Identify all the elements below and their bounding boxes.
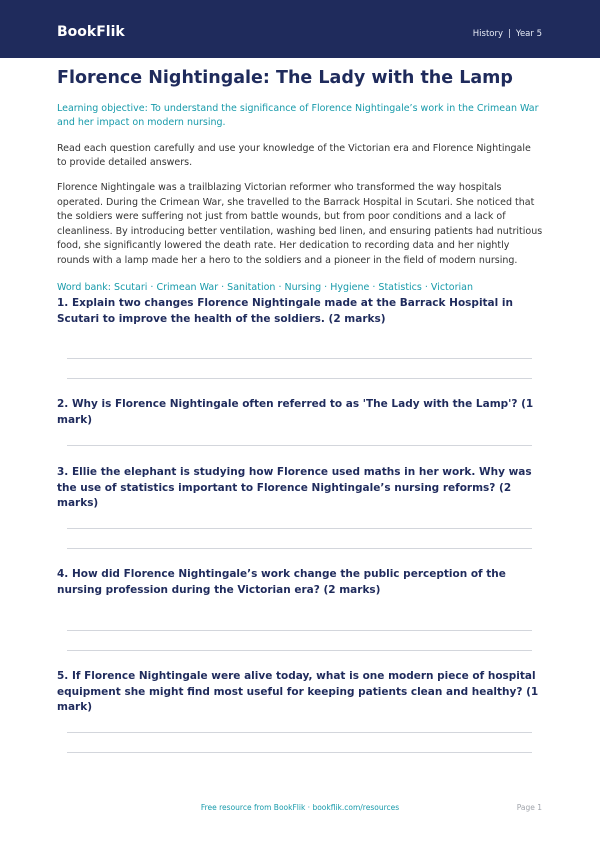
page-header (0, 0, 600, 58)
answer-line[interactable] (67, 378, 532, 379)
answer-line[interactable] (67, 358, 532, 359)
question-5: 5. If Florence Nightingale were alive today, what is one modern piece of hospital equipment she might find most useful for keeping patients clean and healthy? (1 mark) (57, 670, 539, 713)
question-4: 4. How did Florence Nightingale’s work change the public perception of the nursing profession during the Victorian era? (2 marks) (57, 568, 506, 596)
year-label: Year 5 (515, 29, 542, 39)
instructions-text: Read each question carefully and use your knowledge of the Victorian era and Florence Nightingale to provide detailed answers. (57, 143, 531, 168)
learning-objective: Learning objective: To understand the significance of Florence Nightingale’s work in the Crimean War and her impact on modern nursing. (57, 103, 539, 128)
subject-year-label (473, 27, 542, 41)
answer-line[interactable] (67, 548, 532, 549)
answer-line[interactable] (67, 630, 532, 631)
subject-label: History (472, 29, 504, 39)
word-bank: Word bank: Scutari · Crimean War · Sanitation · Nursing · Hygiene · Statistics · Victorian (57, 281, 473, 293)
worksheet-intro (57, 64, 543, 295)
reading-passage: Florence Nightingale was a trailblazing Victorian reformer who transformed the way hospitals operated. During the Crimean War, she travelled to the Barrack Hospital in Scutari. She noticed that the soldiers were suffering not just from battle wounds, but from poor conditions and a lack of cleanliness. By introducing better ventilation, washing bed linen, and ensuring patients had nutritious food, she significantly lowered the death rate. Her dedication to recording data and her nightly rounds with a lamp made her a hero to the soldiers and a pioneer in the field of modern nursing. (57, 182, 543, 266)
question-1: 1. Explain two changes Florence Nightingale made at the Barrack Hospital in Scutari to improve the health of the soldiers. (2 marks) (57, 297, 513, 325)
question-3: 3. Ellie the elephant is studying how Florence used maths in her work. Why was the use of statistics important to Florence Nightingale’s nursing reforms? (2 marks) (57, 466, 532, 509)
page-number: Page 1 (516, 803, 542, 812)
answer-line[interactable] (67, 732, 532, 733)
header-separator: | (508, 29, 511, 39)
footer-resource-link[interactable]: Free resource from BookFlik · bookflik.com/resources (200, 803, 400, 812)
question-2: 2. Why is Florence Nightingale often referred to as 'The Lady with the Lamp'? (1 mark) (57, 398, 534, 426)
answer-line[interactable] (67, 752, 532, 753)
brand-logo-text: BookFlik (57, 24, 125, 40)
answer-line[interactable] (67, 528, 532, 529)
answer-line[interactable] (67, 650, 532, 651)
worksheet-title: Florence Nightingale: The Lady with the Lamp (57, 68, 513, 88)
answer-line[interactable] (67, 445, 532, 446)
